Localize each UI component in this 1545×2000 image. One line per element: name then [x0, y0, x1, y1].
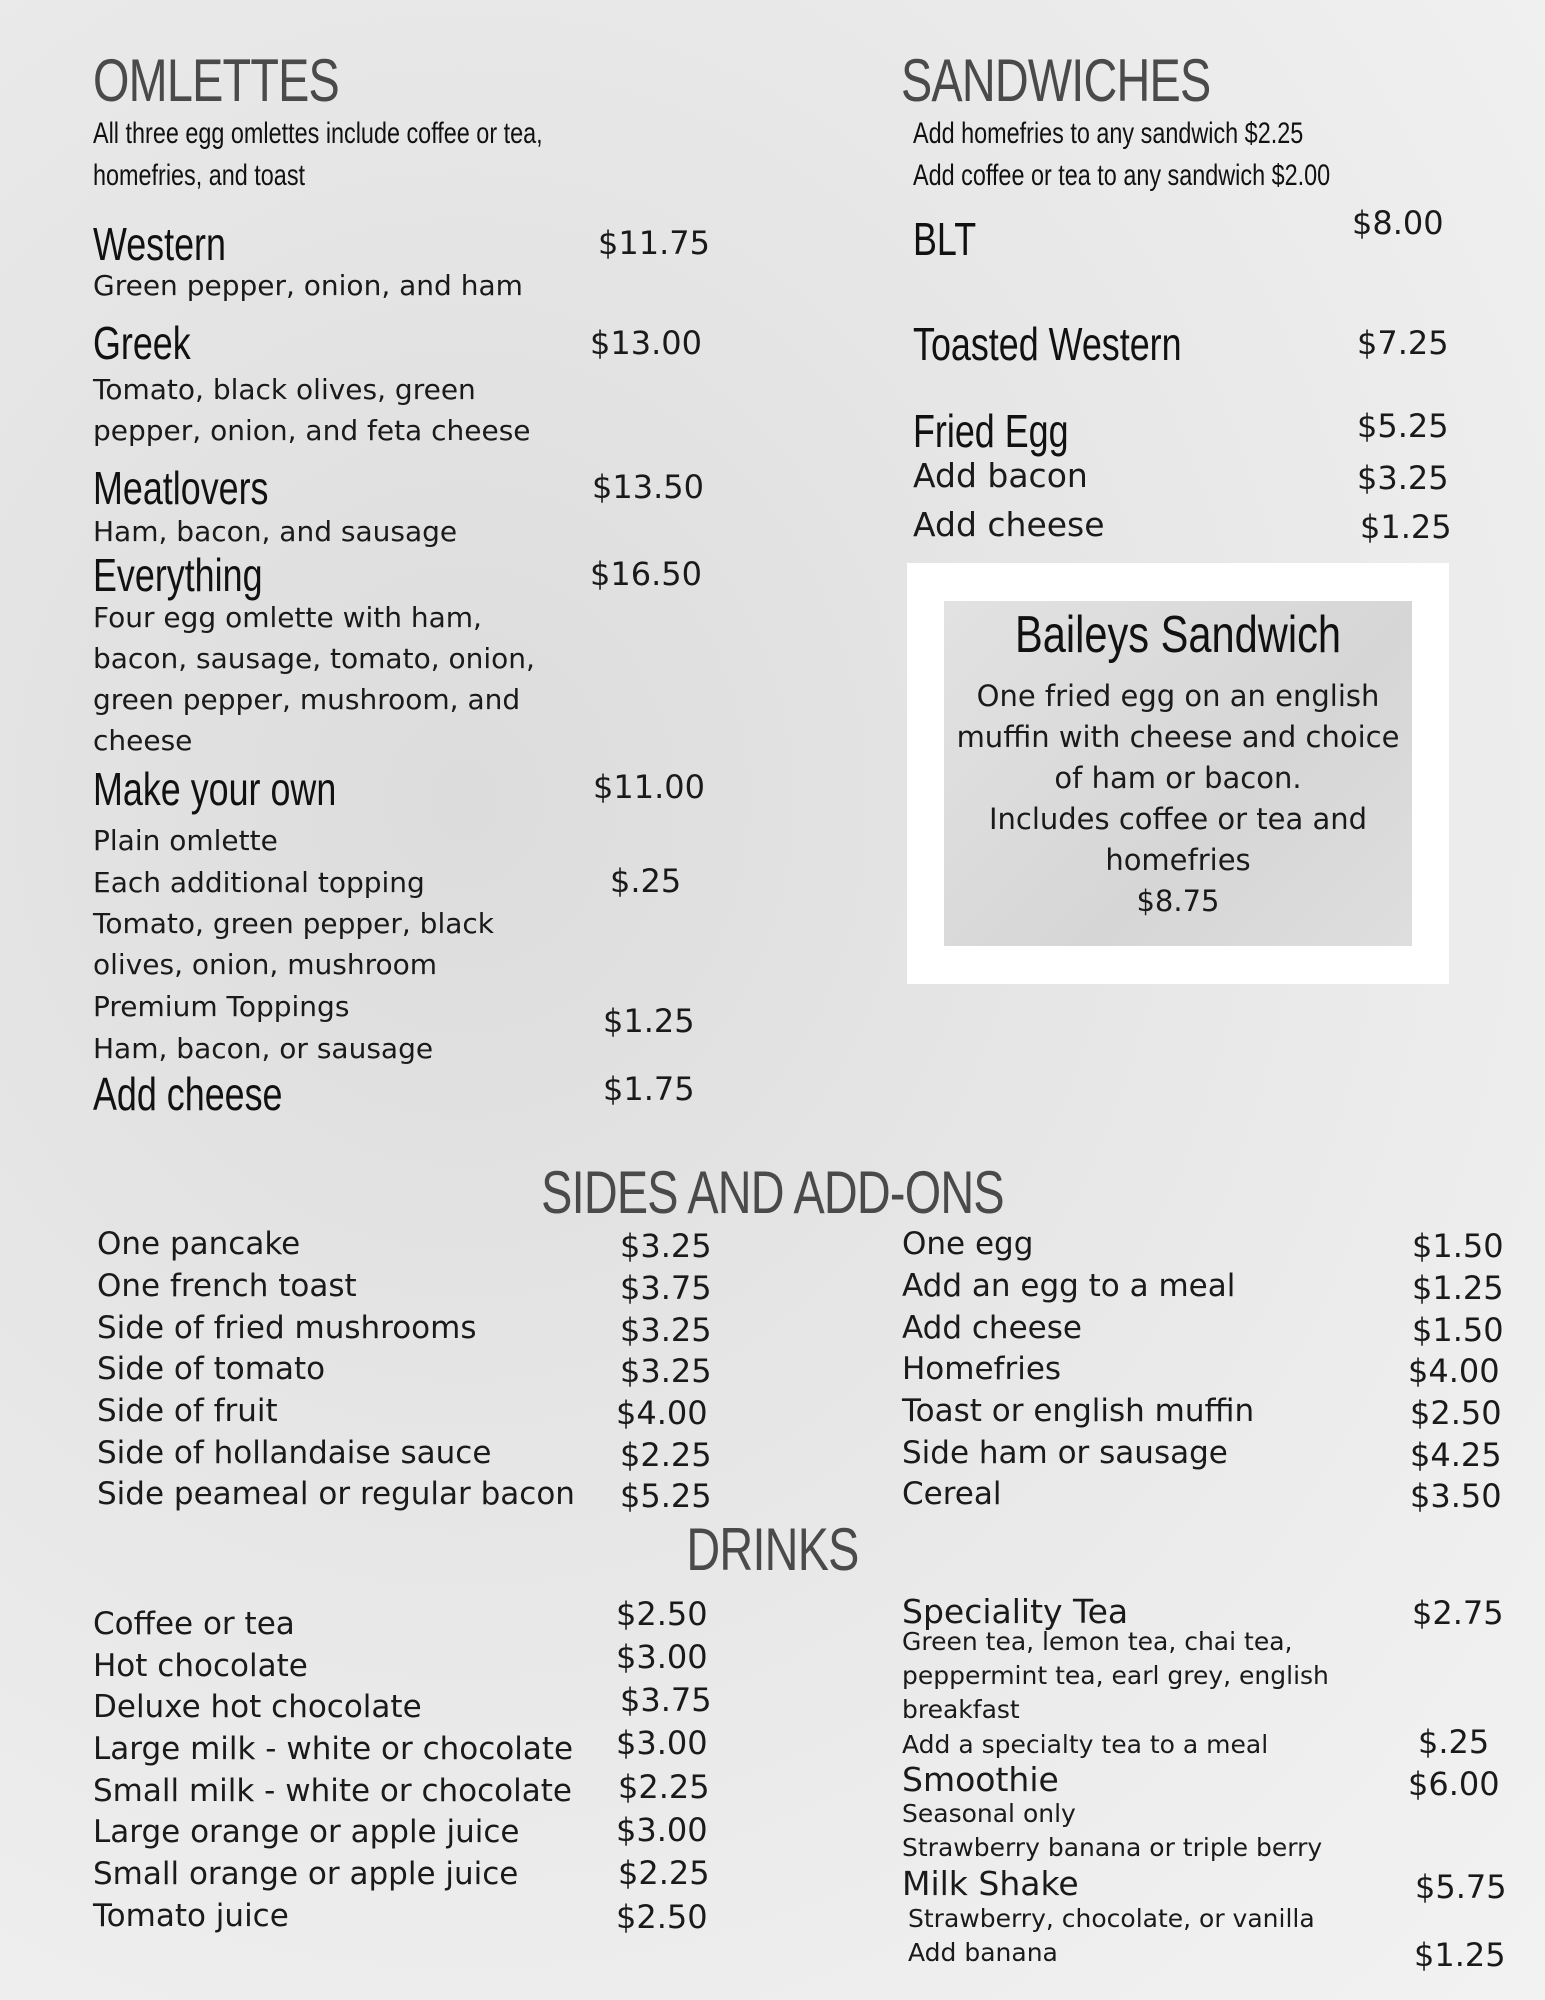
side-item: Side of tomato	[97, 1351, 326, 1387]
premium-toppings-price: $1.25	[603, 1002, 695, 1040]
additional-topping-price: $.25	[610, 862, 682, 900]
side-item-price: $1.25	[1412, 1269, 1504, 1307]
side-item-price: $2.50	[1410, 1394, 1502, 1432]
milk-shake-name: Milk Shake	[902, 1864, 1079, 1903]
sides-heading: SIDES AND ADD-ONS	[541, 1159, 1004, 1226]
baileys-line-2: muffin with cheese and choice	[956, 720, 1400, 754]
sandwiches-note-line-1: Add homefries to any sandwich $2.25	[913, 117, 1304, 150]
everything-desc-line-4: cheese	[93, 724, 193, 757]
smoothie-price: $6.00	[1408, 1765, 1500, 1803]
side-item-price: $4.00	[616, 1394, 708, 1432]
side-item: Toast or english muffin	[902, 1393, 1255, 1429]
side-item: Homefries	[902, 1351, 1062, 1387]
side-item-price: $3.25	[620, 1352, 712, 1390]
side-item-price: $4.00	[1408, 1352, 1500, 1390]
smoothie-name: Smoothie	[902, 1760, 1059, 1799]
make-your-own-name: Make your own	[93, 763, 337, 815]
greek-desc-line-2: pepper, onion, and feta cheese	[93, 414, 531, 447]
side-item-price: $3.25	[620, 1311, 712, 1349]
drink-item-price: $3.00	[616, 1638, 708, 1676]
side-item: One pancake	[97, 1226, 301, 1262]
meatlovers-name: Meatlovers	[93, 462, 269, 514]
greek-name: Greek	[93, 317, 191, 369]
drink-item: Large orange or apple juice	[93, 1814, 520, 1850]
specialty-tea-price: $2.75	[1412, 1594, 1504, 1632]
side-item-price: $3.50	[1410, 1477, 1502, 1515]
make-your-own-price: $11.00	[593, 768, 705, 806]
baileys-line-4: Includes coffee or tea and	[988, 802, 1368, 836]
meatlovers-price: $13.50	[592, 468, 704, 506]
sandwich-add-bacon-label: Add bacon	[913, 456, 1088, 495]
drink-item: Hot chocolate	[93, 1648, 308, 1684]
meatlovers-desc: Ham, bacon, and sausage	[93, 515, 458, 548]
side-item-price: $1.50	[1412, 1311, 1504, 1349]
side-item-price: $1.50	[1412, 1227, 1504, 1265]
baileys-line-5: homefries	[1105, 843, 1251, 877]
omelette-add-cheese-price: $1.75	[603, 1070, 695, 1108]
drink-item: Large milk - white or chocolate	[93, 1731, 574, 1767]
omelettes-note-line-1: All three egg omlettes include coffee or tea,	[93, 117, 543, 150]
drink-item-price: $2.25	[618, 1854, 710, 1892]
fried-egg-name: Fried Egg	[913, 405, 1069, 457]
smoothie-desc-line-2: Strawberry banana or triple berry	[902, 1833, 1323, 1862]
drink-item-price: $3.75	[620, 1681, 712, 1719]
side-item-price: $2.25	[620, 1436, 712, 1474]
side-item-price: $3.75	[620, 1269, 712, 1307]
everything-name: Everything	[93, 549, 263, 601]
side-item: One egg	[902, 1226, 1034, 1262]
premium-toppings-desc: Ham, bacon, or sausage	[93, 1032, 434, 1065]
drink-item-price: $3.00	[616, 1811, 708, 1849]
everything-desc-line-3: green pepper, mushroom, and	[93, 683, 521, 716]
blt-price: $8.00	[1352, 204, 1444, 242]
specialty-tea-name: Speciality Tea	[902, 1592, 1129, 1631]
drink-item-price: $2.50	[616, 1595, 708, 1633]
baileys-sandwich-description	[944, 676, 1412, 881]
specialty-tea-add-price: $.25	[1418, 1723, 1490, 1761]
side-item-price: $3.25	[620, 1227, 712, 1265]
drink-item-price: $2.25	[618, 1768, 710, 1806]
blt-name: BLT	[913, 213, 977, 265]
drink-item: Small milk - white or chocolate	[93, 1773, 572, 1809]
drink-item: Small orange or apple juice	[93, 1856, 519, 1892]
side-item-price: $5.25	[620, 1477, 712, 1515]
premium-toppings-label: Premium Toppings	[93, 990, 350, 1023]
everything-desc-line-1: Four egg omlette with ham,	[93, 601, 482, 634]
drink-item: Deluxe hot chocolate	[93, 1689, 422, 1725]
side-item: Side peameal or regular bacon	[97, 1476, 575, 1512]
toasted-western-price: $7.25	[1357, 324, 1449, 362]
omelettes-note-line-2: homefries, and toast	[93, 159, 306, 192]
milk-shake-add-label: Add banana	[908, 1938, 1058, 1967]
baileys-line-3: of ham or bacon.	[1054, 761, 1302, 795]
side-item: Side of fried mushrooms	[97, 1310, 477, 1346]
specialty-tea-add-label: Add a specialty tea to a meal	[902, 1730, 1269, 1759]
sandwiches-heading: SANDWICHES	[901, 47, 1211, 114]
baileys-sandwich-price: $8.75	[1136, 884, 1220, 918]
milk-shake-desc: Strawberry, chocolate, or vanilla	[908, 1904, 1315, 1933]
greek-price: $13.00	[590, 324, 702, 362]
side-item: Add cheese	[902, 1310, 1082, 1346]
everything-desc-line-2: bacon, sausage, tomato, onion,	[93, 642, 535, 675]
drink-item: Tomato juice	[93, 1898, 289, 1934]
baileys-sandwich-card	[907, 563, 1449, 984]
sandwich-add-bacon-price: $3.25	[1357, 459, 1449, 497]
additional-topping-label: Each additional topping	[93, 866, 425, 899]
smoothie-desc-line-1: Seasonal only	[902, 1799, 1076, 1828]
milk-shake-price: $5.75	[1415, 1868, 1507, 1906]
sandwich-add-cheese-price: $1.25	[1360, 508, 1452, 546]
omelette-add-cheese-name: Add cheese	[93, 1068, 283, 1120]
western-desc: Green pepper, onion, and ham	[93, 269, 523, 302]
toppings-line-1: Tomato, green pepper, black	[93, 907, 494, 940]
side-item-price: $4.25	[1410, 1436, 1502, 1474]
sandwiches-note-line-2: Add coffee or tea to any sandwich $2.00	[913, 159, 1331, 192]
sandwich-add-cheese-label: Add cheese	[913, 505, 1105, 544]
drinks-heading: DRINKS	[686, 1516, 859, 1583]
specialty-tea-desc-line-2: peppermint tea, earl grey, english	[902, 1661, 1329, 1690]
baileys-sandwich-title: Baileys Sandwich	[1014, 606, 1342, 664]
toppings-line-2: olives, onion, mushroom	[93, 948, 437, 981]
toasted-western-name: Toasted Western	[913, 318, 1182, 370]
western-price: $11.75	[598, 224, 710, 262]
side-item: One french toast	[97, 1268, 357, 1304]
side-item: Side ham or sausage	[902, 1435, 1228, 1471]
side-item: Add an egg to a meal	[902, 1268, 1236, 1304]
drink-item-price: $3.00	[616, 1724, 708, 1762]
fried-egg-price: $5.25	[1357, 407, 1449, 445]
omelettes-heading: OMLETTES	[93, 47, 340, 114]
everything-price: $16.50	[590, 555, 702, 593]
milk-shake-add-price: $1.25	[1414, 1936, 1506, 1974]
greek-desc-line-1: Tomato, black olives, green	[93, 373, 476, 406]
baileys-line-1: One fried egg on an english	[976, 679, 1380, 713]
baileys-sandwich-panel	[944, 601, 1412, 946]
specialty-tea-desc-line-3: breakfast	[902, 1695, 1020, 1724]
drink-item: Coffee or tea	[93, 1606, 295, 1642]
western-name: Western	[93, 218, 226, 270]
side-item: Side of hollandaise sauce	[97, 1435, 492, 1471]
plain-omlette-label: Plain omlette	[93, 824, 278, 857]
side-item: Cereal	[902, 1476, 1002, 1512]
specialty-tea-desc-line-1: Green tea, lemon tea, chai tea,	[902, 1627, 1293, 1656]
side-item: Side of fruit	[97, 1393, 278, 1429]
drink-item-price: $2.50	[616, 1898, 708, 1936]
